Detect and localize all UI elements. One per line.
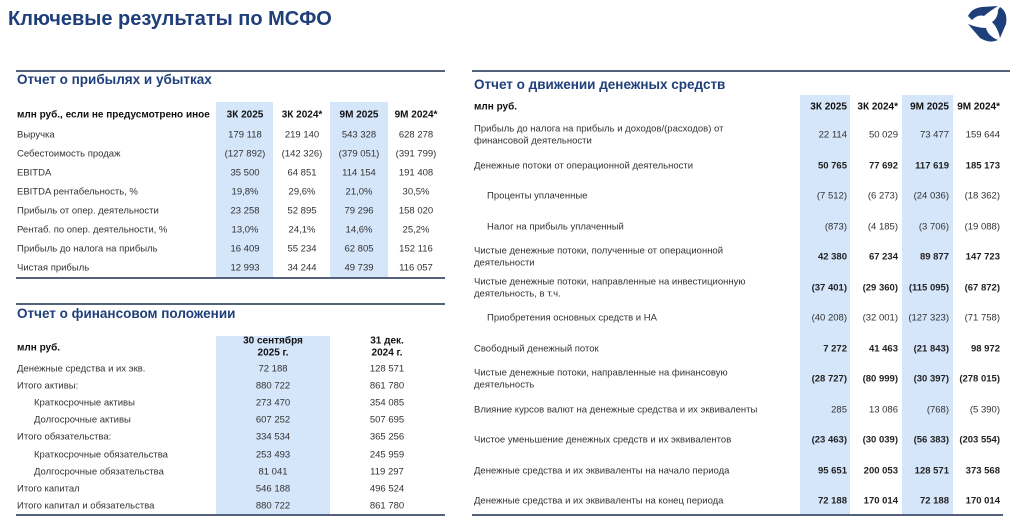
cell-value: 50 029 bbox=[868, 129, 898, 141]
company-logo bbox=[960, 2, 1012, 51]
highlight-column bbox=[902, 95, 953, 514]
row-label: Рентаб. по опер. деятельности, % bbox=[17, 224, 168, 236]
cell-value: 42 380 bbox=[817, 251, 847, 263]
cell-value: 95 651 bbox=[817, 465, 847, 476]
cell-value: (768) bbox=[926, 404, 949, 415]
cell-value: (40 208) bbox=[811, 312, 847, 324]
income-section-title: Отчет о прибылях и убытках bbox=[17, 72, 212, 87]
row-label: Чистая прибыль bbox=[17, 262, 90, 274]
unit-label: млн руб. bbox=[474, 101, 518, 113]
cell-value: 114 154 bbox=[342, 167, 376, 179]
row-label: Свободный денежный поток bbox=[474, 343, 599, 354]
cell-value: 16 409 bbox=[230, 243, 260, 255]
row-label: деятельность bbox=[474, 379, 535, 391]
cell-value: 861 780 bbox=[369, 380, 405, 392]
cell-value: (30 039) bbox=[862, 434, 898, 446]
cell-value: 72 188 bbox=[919, 495, 949, 507]
cell-value: 373 568 bbox=[965, 465, 1000, 476]
cell-value: (142 326) bbox=[281, 148, 323, 160]
row-label: Итого капитал и обязательства bbox=[17, 500, 155, 512]
cell-value: 507 695 bbox=[369, 414, 405, 426]
cell-value: (127 323) bbox=[908, 312, 949, 324]
row-label: Краткосрочные обязательства bbox=[34, 449, 168, 460]
cell-value: 81 041 bbox=[258, 466, 288, 478]
cell-value: 285 bbox=[831, 404, 847, 415]
cell-value: 365 256 bbox=[369, 431, 405, 443]
cell-value: 25,2% bbox=[402, 224, 430, 236]
row-label: Долгосрочные обязательства bbox=[34, 466, 164, 478]
cell-value: (29 360) bbox=[862, 282, 898, 293]
cell-value: 253 493 bbox=[255, 449, 291, 460]
cell-value: 185 173 bbox=[965, 160, 1000, 171]
cell-value: 98 972 bbox=[970, 343, 1000, 354]
cell-value: 128 571 bbox=[914, 465, 949, 476]
cell-value: (24 036) bbox=[913, 190, 949, 202]
row-label: Приобретения основных средств и НА bbox=[487, 312, 657, 324]
cell-value: 245 959 bbox=[369, 449, 405, 460]
row-label: EBITDA bbox=[17, 167, 52, 179]
column-header: 9М 2024* bbox=[394, 109, 438, 121]
cell-value: 29,6% bbox=[288, 186, 316, 198]
cell-value: 128 571 bbox=[369, 363, 405, 375]
cell-value: 89 877 bbox=[919, 251, 949, 263]
divider bbox=[16, 277, 445, 279]
row-label: Чистые денежные потоки, направленные на инвестиционную bbox=[474, 276, 746, 287]
cell-value: 170 014 bbox=[863, 495, 898, 507]
cell-value: 158 020 bbox=[398, 205, 434, 217]
cell-value: (278 015) bbox=[959, 373, 1000, 385]
cell-value: 13,0% bbox=[231, 224, 259, 236]
cell-value: 354 085 bbox=[369, 397, 405, 409]
cell-value: 880 722 bbox=[255, 500, 291, 512]
row-label: Чистые денежные потоки, направленные на финансовую bbox=[474, 367, 728, 379]
cell-value: (873) bbox=[824, 221, 847, 232]
cell-value: 496 524 bbox=[369, 483, 405, 495]
cell-value: (56 383) bbox=[913, 434, 949, 446]
column-header: 30 сентября bbox=[243, 335, 303, 347]
cell-value: (379 051) bbox=[338, 148, 380, 160]
cell-value: 200 053 bbox=[863, 465, 898, 476]
cell-value: (115 095) bbox=[908, 282, 949, 293]
highlight-column bbox=[800, 95, 850, 514]
cell-value: 14,6% bbox=[345, 224, 373, 236]
cell-value: 52 895 bbox=[287, 205, 317, 217]
cell-value: 72 188 bbox=[258, 363, 288, 375]
cell-value: 179 118 bbox=[228, 129, 262, 141]
row-label: Долгосрочные активы bbox=[34, 414, 131, 426]
row-label: Проценты уплаченные bbox=[487, 190, 588, 202]
cell-value: 30,5% bbox=[402, 186, 430, 198]
column-header: 3К 2025 bbox=[226, 109, 264, 121]
cell-value: 219 140 bbox=[284, 129, 320, 141]
row-label: Итого капитал bbox=[17, 483, 80, 495]
row-label: Итого обязательства: bbox=[17, 431, 112, 443]
cell-value: 41 463 bbox=[868, 343, 898, 354]
divider bbox=[16, 514, 445, 516]
cashflow-section-title: Отчет о движении денежных средств bbox=[474, 77, 726, 92]
cell-value: 543 328 bbox=[341, 129, 377, 141]
row-label: Прибыль от опер. деятельности bbox=[17, 205, 159, 217]
column-header: 9М 2025 bbox=[339, 109, 379, 121]
cell-value: 34 244 bbox=[287, 262, 317, 274]
cell-value: (6 273) bbox=[867, 190, 898, 202]
unit-label: млн руб., если не предусмотрено иное bbox=[17, 109, 210, 121]
cell-value: 49 739 bbox=[344, 262, 374, 274]
cell-value: (127 892) bbox=[224, 148, 266, 160]
cell-value: 116 057 bbox=[399, 262, 433, 274]
row-label: Выручка bbox=[17, 129, 55, 141]
cell-value: 67 234 bbox=[868, 251, 898, 263]
row-label: Итого активы: bbox=[17, 380, 79, 392]
divider bbox=[16, 303, 445, 305]
cell-value: (67 872) bbox=[964, 282, 1000, 293]
cell-value: 273 470 bbox=[255, 397, 291, 409]
cell-value: (3 706) bbox=[918, 221, 949, 232]
cell-value: 21,0% bbox=[345, 186, 373, 198]
cell-value: (80 999) bbox=[862, 373, 898, 385]
cell-value: (32 001) bbox=[862, 312, 898, 324]
column-header: 3К 2025 bbox=[810, 101, 847, 113]
row-label: Себестоимость продаж bbox=[17, 148, 121, 160]
cell-value: 62 805 bbox=[344, 243, 374, 255]
cell-value: (7 512) bbox=[816, 190, 847, 202]
cell-value: 23 258 bbox=[230, 205, 260, 217]
cell-value: 35 500 bbox=[230, 167, 260, 179]
cell-value: (391 799) bbox=[395, 148, 437, 160]
cell-value: 77 692 bbox=[868, 160, 898, 171]
cell-value: (5 390) bbox=[969, 404, 1000, 415]
triskelion-logo-icon bbox=[960, 2, 1012, 46]
row-label: Чистые денежные потоки, полученные от операционной bbox=[474, 245, 724, 257]
row-label: Чистое уменьшение денежных средств и их эквивалентов bbox=[474, 434, 732, 446]
cell-value: 334 534 bbox=[255, 431, 291, 443]
row-label: Прибыль до налога на прибыль bbox=[17, 243, 158, 255]
row-label: EBITDA рентабельность, % bbox=[17, 186, 138, 198]
cell-value: 170 014 bbox=[965, 495, 1000, 507]
column-header: 2025 г. bbox=[257, 347, 289, 359]
cell-value: 607 252 bbox=[255, 414, 291, 426]
cell-value: 7 272 bbox=[823, 343, 847, 354]
cell-value: 159 644 bbox=[965, 129, 1000, 141]
column-header: 31 дек. bbox=[370, 335, 404, 347]
cell-value: 546 188 bbox=[255, 483, 291, 495]
divider bbox=[472, 70, 1010, 72]
cell-value: 861 780 bbox=[369, 500, 405, 512]
column-header: 3К 2024* bbox=[281, 109, 323, 121]
cell-value: (37 401) bbox=[811, 282, 847, 293]
cell-value: 73 477 bbox=[919, 129, 949, 141]
cell-value: 880 722 bbox=[255, 380, 291, 392]
column-header: 2024 г. bbox=[371, 347, 403, 359]
cell-value: 117 619 bbox=[915, 160, 949, 171]
row-label: Денежные средства и их экв. bbox=[17, 363, 146, 375]
cell-value: 147 723 bbox=[965, 251, 1000, 263]
column-header: 3К 2024* bbox=[857, 101, 898, 113]
cell-value: 191 408 bbox=[398, 167, 434, 179]
row-label: финансовой деятельности bbox=[474, 135, 592, 147]
cell-value: (21 843) bbox=[913, 343, 949, 354]
cell-value: 24,1% bbox=[288, 224, 316, 236]
cell-value: 79 296 bbox=[344, 205, 374, 217]
column-header: 9М 2025 bbox=[910, 101, 949, 113]
cell-value: (19 088) bbox=[964, 221, 1000, 232]
divider bbox=[472, 514, 1003, 516]
cell-value: 55 234 bbox=[287, 243, 317, 255]
cell-value: (28 727) bbox=[811, 373, 847, 385]
cell-value: (30 397) bbox=[913, 373, 949, 385]
cell-value: (18 362) bbox=[964, 190, 1000, 202]
page-title: Ключевые результаты по МСФО bbox=[8, 8, 332, 30]
cell-value: 22 114 bbox=[818, 129, 847, 141]
row-label: Денежные средства и их эквиваленты на начало периода bbox=[474, 465, 730, 476]
row-label: Налог на прибыль уплаченный bbox=[487, 221, 624, 232]
cell-value: 72 188 bbox=[817, 495, 847, 507]
cell-value: (203 554) bbox=[959, 434, 1000, 446]
row-label: Краткосрочные активы bbox=[34, 397, 135, 409]
column-header: 9М 2024* bbox=[957, 101, 1000, 113]
cell-value: 64 851 bbox=[287, 167, 317, 179]
cell-value: 119 297 bbox=[370, 466, 404, 478]
balance-section-title: Отчет о финансовом положении bbox=[17, 306, 236, 321]
cell-value: 13 086 bbox=[868, 404, 898, 415]
cell-value: 19,8% bbox=[231, 186, 259, 198]
cell-value: 50 765 bbox=[817, 160, 847, 171]
row-label: Влияние курсов валют на денежные средства и их эквиваленты bbox=[474, 404, 758, 415]
row-label: Денежные средства и их эквиваленты на конец периода bbox=[474, 495, 724, 507]
cell-value: 152 116 bbox=[399, 243, 433, 255]
row-label: деятельность, в т.ч. bbox=[474, 288, 561, 299]
cell-value: (71 758) bbox=[964, 312, 1000, 324]
cell-value: 628 278 bbox=[398, 129, 434, 141]
cell-value: (23 463) bbox=[811, 434, 847, 446]
unit-label: млн руб. bbox=[17, 342, 61, 354]
cell-value: 12 993 bbox=[230, 262, 260, 274]
row-label: деятельности bbox=[474, 257, 535, 269]
cell-value: (4 185) bbox=[867, 221, 898, 232]
row-label: Денежные потоки от операционной деятельности bbox=[474, 160, 694, 171]
row-label: Прибыль до налога на прибыль и доходов/(расходов) от bbox=[474, 123, 724, 135]
